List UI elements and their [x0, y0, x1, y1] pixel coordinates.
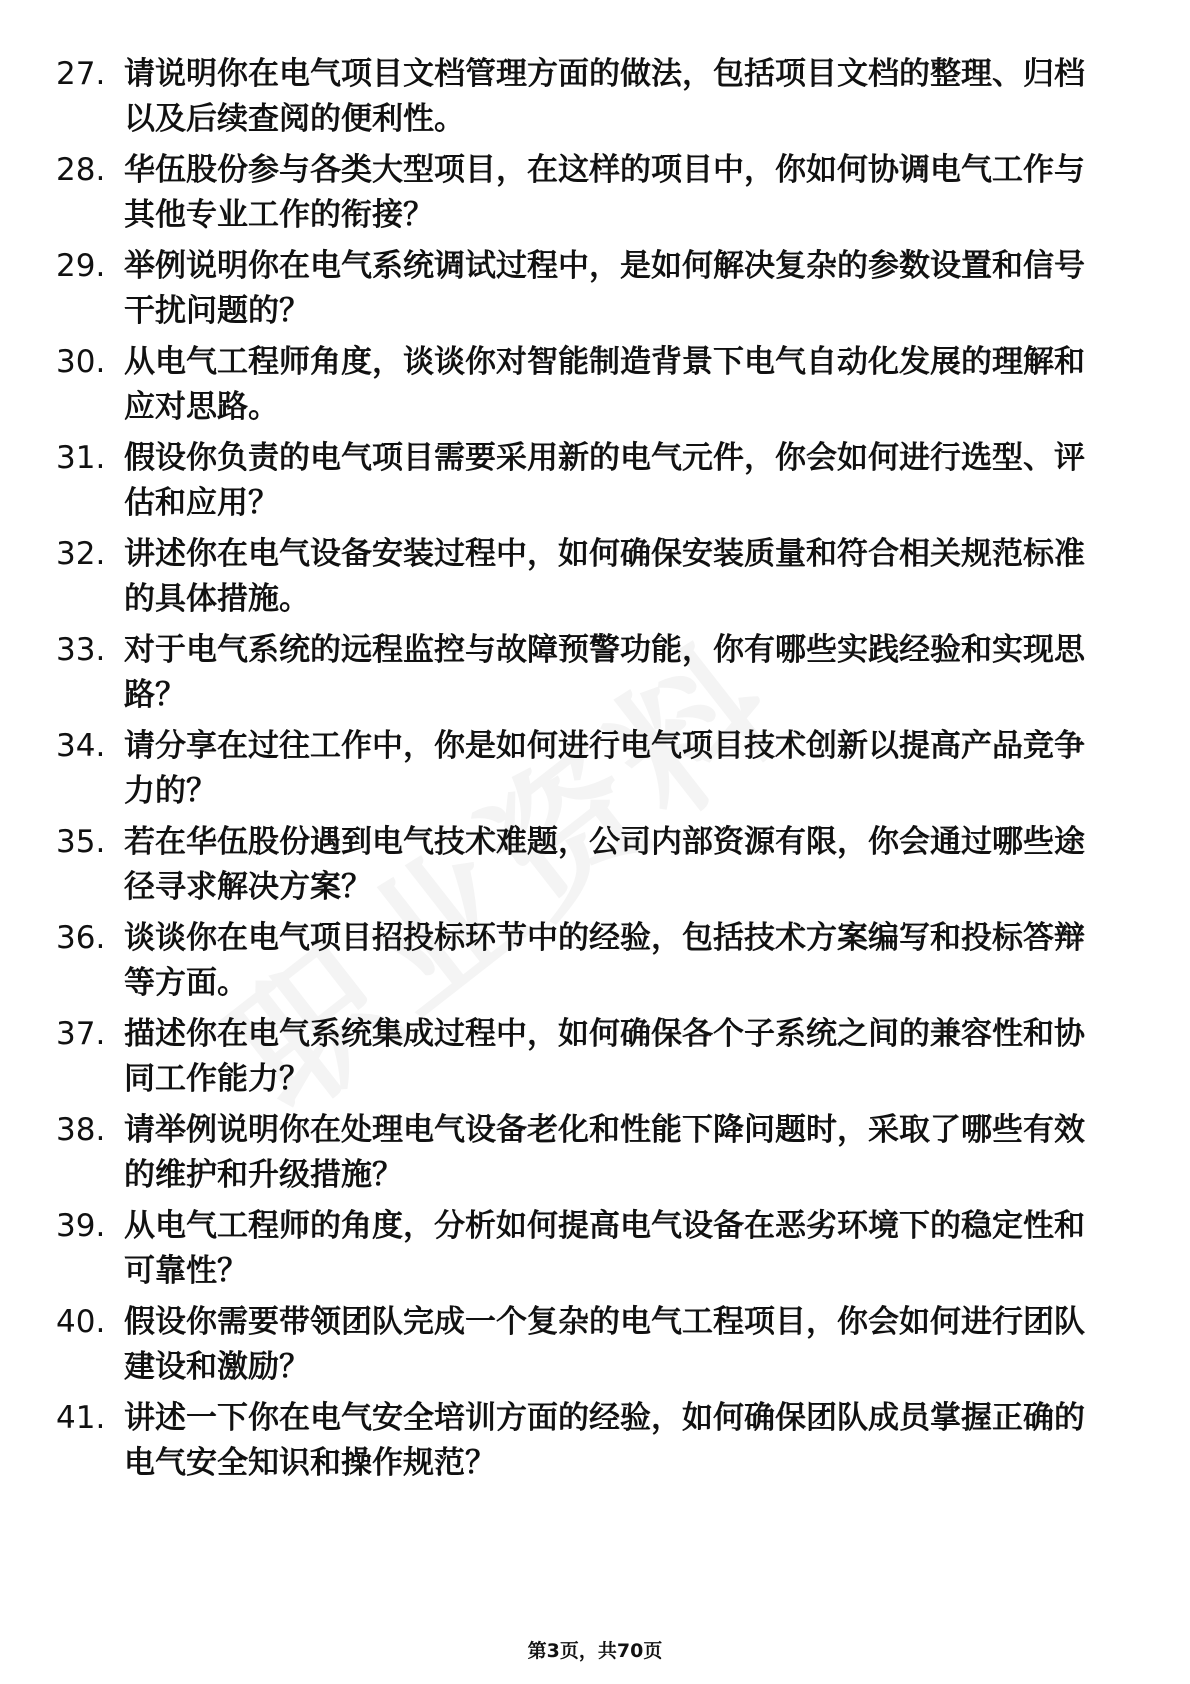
question-number: 38. [56, 1112, 106, 1148]
question-text: 若在华伍股份遇到电气技术难题，公司内部资源有限，你会通过哪些途径寻求解决方案？ [124, 824, 1085, 905]
question-text: 从电气工程师角度，谈谈你对智能制造背景下电气自动化发展的理解和应对思路。 [124, 344, 1085, 425]
question-item [0, 1204, 1190, 1300]
question-text: 请分享在过往工作中，你是如何进行电气项目技术创新以提高产品竞争力的？ [124, 728, 1085, 809]
question-text: 假设你负责的电气项目需要采用新的电气元件，你会如何进行选型、评估和应用？ [124, 440, 1085, 521]
question-number: 41. [56, 1400, 106, 1436]
question-text: 请说明你在电气项目文档管理方面的做法，包括项目文档的整理、归档以及后续查阅的便利性。 [124, 56, 1085, 137]
question-item [0, 1108, 1190, 1204]
question-text: 谈谈你在电气项目招投标环节中的经验，包括技术方案编写和投标答辩等方面。 [124, 920, 1085, 1001]
question-number: 31. [56, 440, 106, 476]
question-item [0, 340, 1190, 436]
question-text: 描述你在电气系统集成过程中，如何确保各个子系统之间的兼容性和协同工作能力？ [124, 1016, 1085, 1097]
question-text: 举例说明你在电气系统调试过程中，是如何解决复杂的参数设置和信号干扰问题的？ [124, 248, 1085, 329]
question-text: 华伍股份参与各类大型项目，在这样的项目中，你如何协调电气工作与其他专业工作的衔接？ [124, 152, 1085, 233]
question-text: 讲述一下你在电气安全培训方面的经验，如何确保团队成员掌握正确的电气安全知识和操作规范？ [124, 1400, 1085, 1481]
question-item [0, 628, 1190, 724]
question-number: 33. [56, 632, 106, 668]
question-number: 36. [56, 920, 106, 956]
question-text: 从电气工程师的角度，分析如何提高电气设备在恶劣环境下的稳定性和可靠性？ [124, 1208, 1085, 1289]
question-number: 35. [56, 824, 106, 860]
question-number: 34. [56, 728, 106, 764]
question-item [0, 724, 1190, 820]
question-number: 39. [56, 1208, 106, 1244]
question-text: 请举例说明你在处理电气设备老化和性能下降问题时，采取了哪些有效的维护和升级措施？ [124, 1112, 1085, 1193]
question-number: 30. [56, 344, 106, 380]
question-text: 对于电气系统的远程监控与故障预警功能，你有哪些实践经验和实现思路？ [124, 632, 1085, 713]
question-text: 讲述你在电气设备安装过程中，如何确保安装质量和符合相关规范标准的具体措施。 [124, 536, 1085, 617]
question-number: 32. [56, 536, 106, 572]
question-list [0, 52, 1190, 1492]
question-item [0, 1012, 1190, 1108]
question-number: 29. [56, 248, 106, 284]
question-number: 37. [56, 1016, 106, 1052]
question-item [0, 532, 1190, 628]
question-item [0, 148, 1190, 244]
question-item [0, 1300, 1190, 1396]
question-item [0, 52, 1190, 148]
page-footer: 第3页，共70页 [527, 1640, 663, 1662]
question-number: 27. [56, 56, 106, 92]
question-item [0, 244, 1190, 340]
question-item [0, 1396, 1190, 1492]
question-number: 40. [56, 1304, 106, 1340]
question-item [0, 916, 1190, 1012]
question-text: 假设你需要带领团队完成一个复杂的电气工程项目，你会如何进行团队建设和激励？ [124, 1304, 1085, 1385]
question-item [0, 436, 1190, 532]
question-number: 28. [56, 152, 106, 188]
question-item [0, 820, 1190, 916]
